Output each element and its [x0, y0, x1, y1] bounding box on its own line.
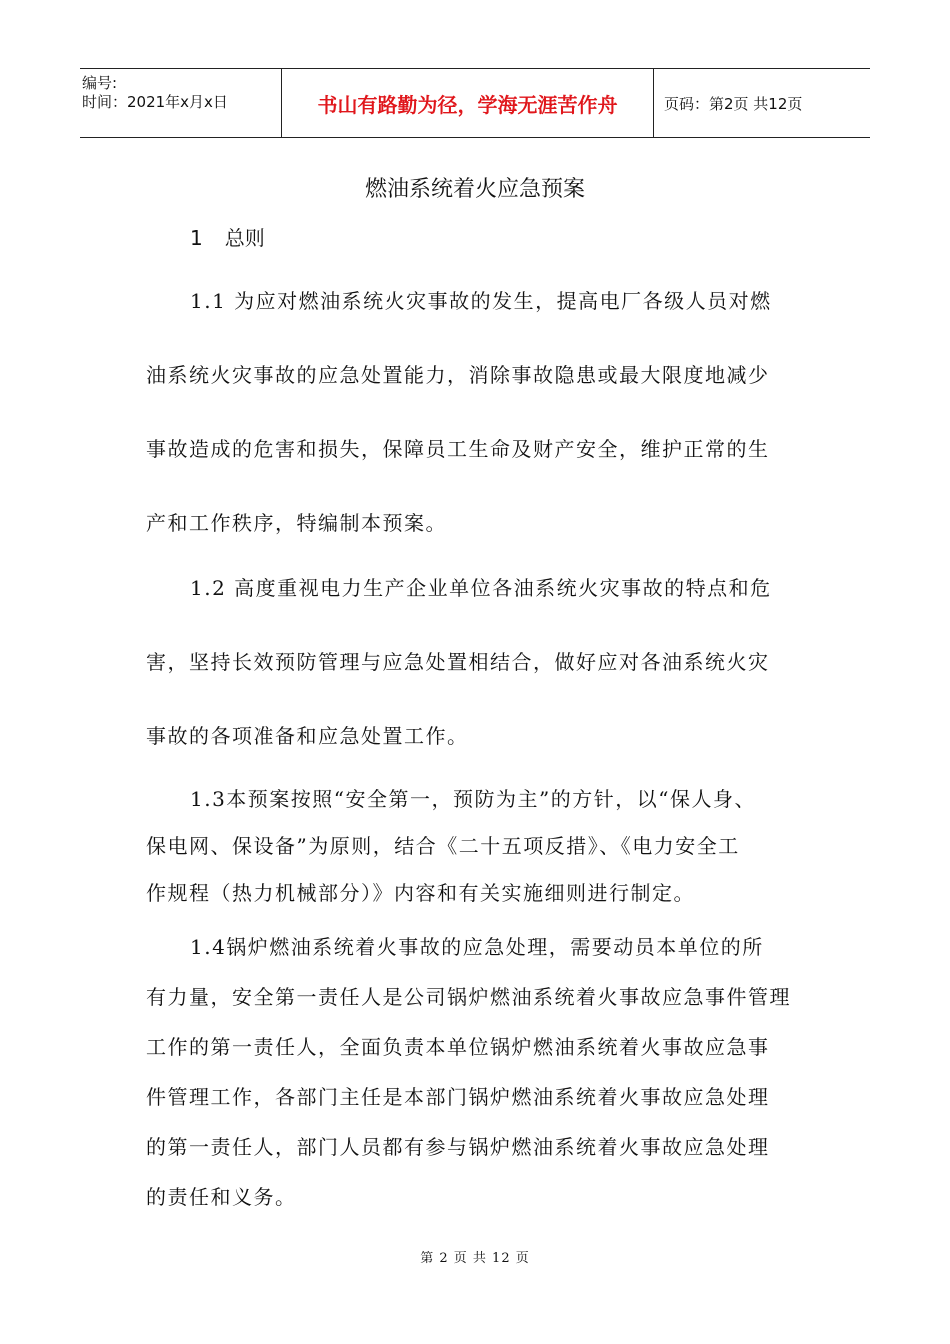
paragraph-line: 工作的第一责任人，全面负责本单位锅炉燃油系统着火事故应急事 — [146, 1035, 770, 1059]
paragraph-line: 害，坚持长效预防管理与应急处置相结合，做好应对各油系统火灾 — [146, 650, 770, 674]
paragraph-line: 油系统火灾事故的应急处置能力，消除事故隐患或最大限度地减少 — [146, 363, 770, 387]
paragraph-line: 产和工作秩序，特编制本预案。 — [146, 511, 447, 535]
page-footer: 第 2 页 共 12 页 — [420, 1251, 530, 1266]
document-number-label: 编号: — [82, 74, 118, 92]
paragraph-line: 件管理工作，各部门主任是本部门锅炉燃油系统着火事故应急处理 — [146, 1085, 770, 1109]
header-page-info: 页码：第2页 共12页 — [664, 94, 803, 113]
paragraph-line: 1.1 为应对燃油系统火灾事故的发生，提高电厂各级人员对燃 — [190, 289, 772, 313]
header-motto: 书山有路勤为径，学海无涯苦作舟 — [282, 69, 654, 137]
document-time-label: 时间：2021年x月x日 — [82, 93, 228, 111]
page-header — [80, 68, 870, 138]
paragraph-line: 的第一责任人，部门人员都有参与锅炉燃油系统着火事故应急处理 — [146, 1135, 770, 1159]
section-heading — [190, 222, 265, 251]
header-meta — [80, 69, 282, 137]
paragraph-line: 1.3本预案按照“安全第一，预防为主”的方针，以“保人身、 — [190, 787, 756, 811]
section-number: 1 — [190, 226, 203, 250]
paragraph-line: 的责任和义务。 — [146, 1185, 297, 1209]
paragraph-line: 事故的各项准备和应急处置工作。 — [146, 724, 469, 748]
section-title: 总则 — [224, 226, 265, 250]
paragraph-line: 事故造成的危害和损失，保障员工生命及财产安全，维护正常的生 — [146, 437, 770, 461]
paragraph-line: 作规程（热力机械部分）》内容和有关实施细则进行制定。 — [146, 881, 695, 905]
paragraph-line: 保电网、保设备”为原则，结合《二十五项反措》、《电力安全工 — [146, 834, 740, 858]
document-title: 燃油系统着火应急预案 — [364, 177, 585, 202]
paragraph-line: 1.2 高度重视电力生产企业单位各油系统火灾事故的特点和危 — [190, 576, 772, 600]
paragraph-line: 1.4锅炉燃油系统着火事故的应急处理，需要动员本单位的所 — [190, 935, 764, 959]
paragraph-line: 有力量，安全第一责任人是公司锅炉燃油系统着火事故应急事件管理 — [146, 985, 791, 1009]
